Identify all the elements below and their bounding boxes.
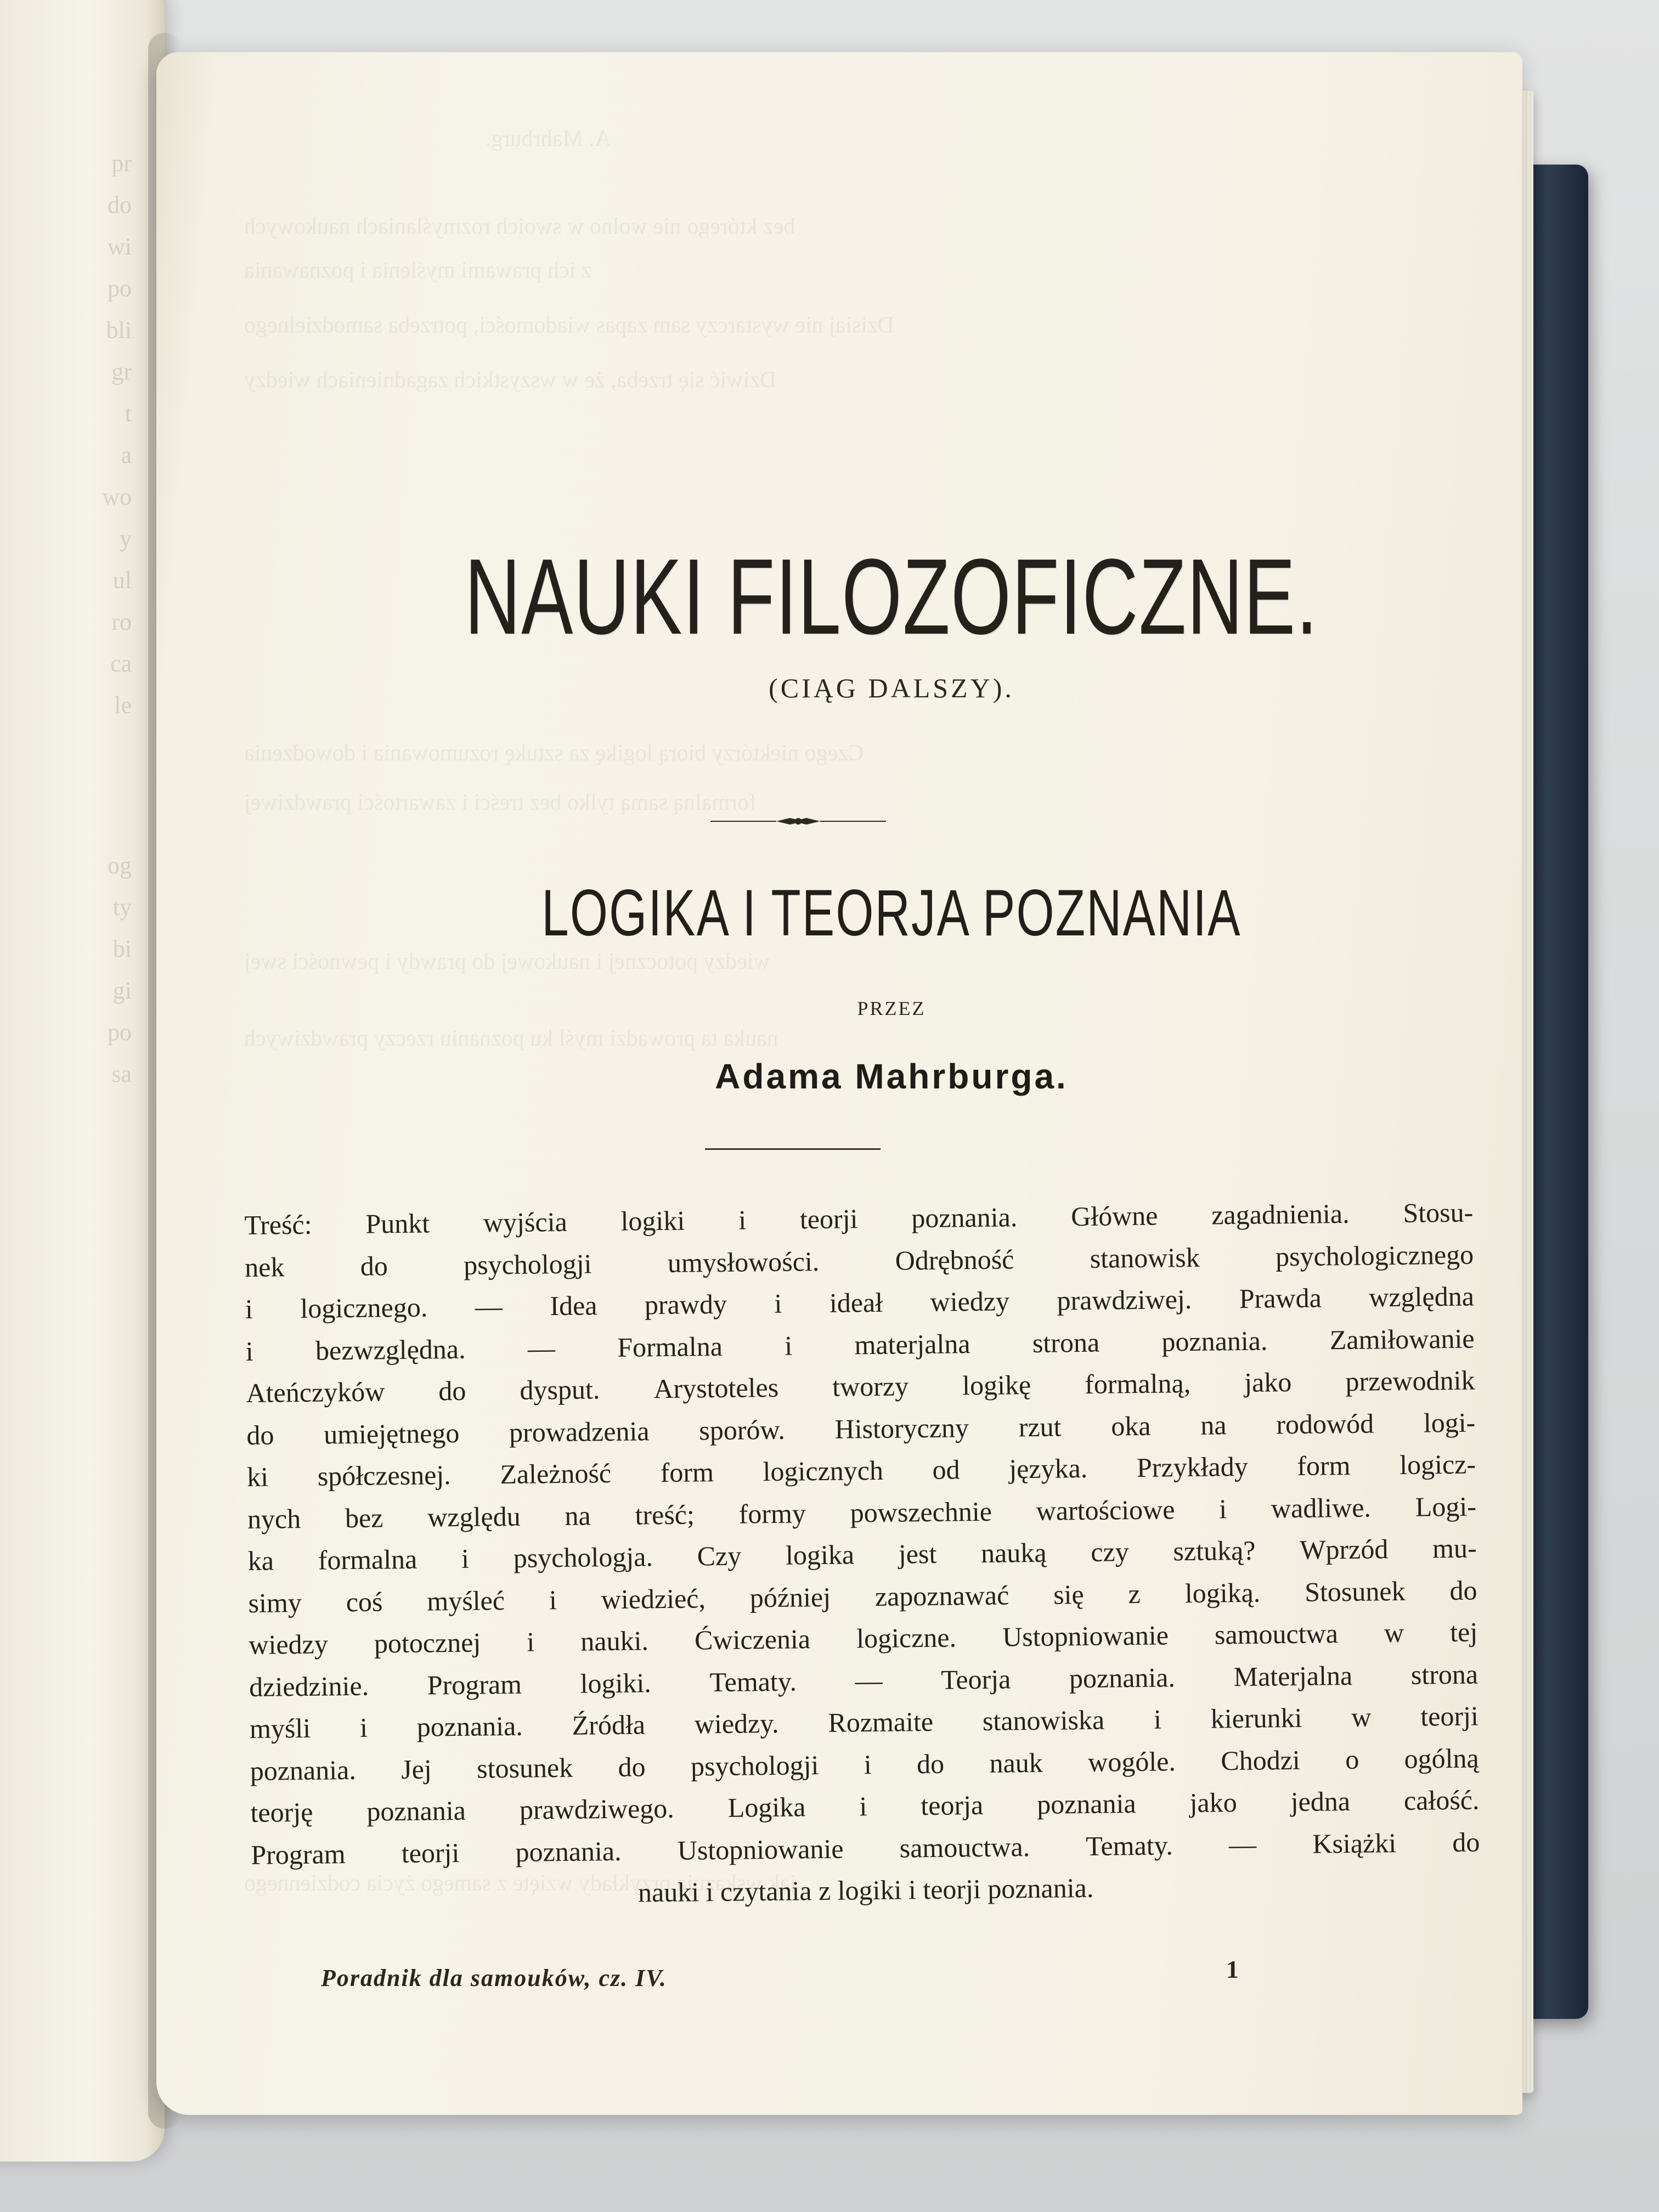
contents-word: i <box>549 1584 557 1615</box>
contents-word: strona <box>1410 1658 1479 1690</box>
contents-word: nauk <box>989 1747 1043 1779</box>
contents-word: poznania <box>366 1795 466 1827</box>
contents-word: później <box>749 1581 831 1613</box>
contents-word: Wprzód <box>1299 1533 1389 1565</box>
contents-word: zagadnienia. <box>1211 1198 1350 1231</box>
contents-word: — <box>475 1291 503 1322</box>
contents-word: i <box>1218 1493 1227 1524</box>
contents-word: psychologji <box>690 1749 819 1782</box>
contents-word: do <box>618 1751 646 1782</box>
contents-word: jedna <box>1290 1785 1351 1818</box>
contents-word: dziedzinie. <box>249 1670 369 1702</box>
contents-word: Ćwiczenia <box>694 1623 811 1656</box>
contents-word: Materjalna <box>1233 1660 1353 1692</box>
page-content <box>156 52 1522 2115</box>
contents-word: się <box>1053 1578 1084 1610</box>
contents-word: jako <box>1189 1787 1237 1819</box>
contents-word: oka <box>1110 1410 1151 1441</box>
contents-word: nek <box>244 1251 285 1283</box>
contents-word: i <box>784 1330 793 1361</box>
contents-word: Stosu- <box>1403 1197 1474 1228</box>
contents-word: Jej <box>400 1753 432 1785</box>
show-through-text: z ich prawami myślenia i poznawania <box>244 258 592 283</box>
contents-word: Przykłady <box>1136 1451 1248 1483</box>
contents-word: materjalna <box>854 1328 970 1360</box>
contents-word: wogóle. <box>1087 1745 1176 1778</box>
contents-word: ki <box>246 1461 269 1492</box>
show-through-text: jak wskazują przykłady wzięte z samego życia codziennego <box>244 1871 797 1896</box>
contents-word: i <box>738 1204 747 1235</box>
contents-word: prawdziwej. <box>1057 1283 1192 1316</box>
contents-word: wiedzieć, <box>601 1582 706 1615</box>
contents-word: i <box>461 1543 470 1574</box>
contents-word: Chodzi <box>1221 1744 1301 1776</box>
contents-word: do <box>438 1375 466 1407</box>
contents-word: jako <box>1244 1367 1292 1398</box>
contents-word: Prawda <box>1239 1282 1322 1314</box>
contents-word: — <box>1228 1829 1257 1860</box>
contents-word: samouctwa <box>1214 1618 1339 1650</box>
contents-word: bezwzględna. <box>315 1333 466 1366</box>
contents-word: stosunek <box>476 1752 573 1784</box>
contents-word: logicznych <box>763 1454 884 1487</box>
contents-word: Ateńczyków <box>246 1376 385 1408</box>
contents-word: ogólną <box>1404 1742 1479 1774</box>
contents-word: z <box>1128 1578 1141 1609</box>
contents-word: nauką <box>980 1537 1047 1568</box>
contents-word: i <box>1153 1703 1162 1735</box>
contents-word: psychologji <box>463 1248 592 1280</box>
contents-word: logicznego. <box>300 1291 428 1324</box>
contents-word: logikę <box>962 1369 1031 1401</box>
contents-word: prowadzenia <box>509 1415 650 1448</box>
contents-word: logiki. <box>580 1667 652 1699</box>
show-through-text: nauka ta prowadzi myśl ku poznaniu rzeczy prawdziwych <box>244 1026 778 1051</box>
contents-word: sztuką? <box>1173 1534 1256 1567</box>
show-through-text: formalną samą tylko bez treści i zawartości prawdziwej <box>244 790 757 815</box>
contents-word: — <box>855 1664 883 1696</box>
contents-word: ideał <box>829 1286 883 1318</box>
contents-word: samouctwa. <box>899 1831 1030 1864</box>
page-footer: Poradnik dla samouków, cz. IV. <box>321 1965 667 1991</box>
contents-word: logiczne. <box>856 1622 957 1654</box>
contents-word: psychologicznego <box>1275 1239 1474 1272</box>
contents-word: i <box>859 1791 867 1822</box>
contents-word: Program <box>251 1838 346 1870</box>
contents-word: Historyczny <box>834 1412 969 1444</box>
contents-word: Stosunek <box>1304 1575 1406 1607</box>
contents-word: w <box>1384 1617 1404 1649</box>
contents-word: zapoznawać <box>874 1579 1009 1612</box>
contents-word: jest <box>898 1538 937 1570</box>
contents-word: do <box>246 1419 274 1451</box>
contents-word: i <box>245 1293 253 1324</box>
contents-word: teorji <box>1420 1700 1479 1732</box>
contents-word: mu- <box>1432 1532 1477 1564</box>
contents-word: Tematy. <box>709 1666 797 1697</box>
contents-word: Odrębność <box>895 1243 1014 1276</box>
contents-word: od <box>932 1454 960 1485</box>
contents-word: Idea <box>550 1290 597 1322</box>
contents-word: czy <box>1091 1536 1129 1567</box>
ornament-divider-icon <box>710 815 886 828</box>
contents-word: do <box>916 1748 945 1779</box>
show-through-text: bez którego nie wolno w swoich rozmyślaniach naukowych <box>244 214 795 239</box>
section-title: LOGIKA I TEORJA POZNANIA <box>541 876 1242 950</box>
contents-word: Źródła <box>572 1709 646 1741</box>
by-line: PRZEZ <box>857 997 926 1019</box>
contents-word: Arystoteles <box>653 1372 779 1404</box>
contents-word: Zamiłowanie <box>1329 1323 1475 1355</box>
contents-word: bez <box>345 1502 383 1533</box>
contents-word: poznania. <box>416 1710 523 1742</box>
contents-word: Główne <box>1070 1200 1158 1232</box>
contents-word: form <box>1297 1449 1351 1481</box>
contents-word: poznania. <box>1069 1661 1176 1694</box>
contents-word: wadliwe. <box>1271 1492 1372 1523</box>
show-through-text: Dzisiaj nie wystarczy sam zapas wiadomości, potrzeba samodzielnego <box>244 313 894 338</box>
contents-word: powszechnie <box>850 1496 992 1528</box>
contents-word: logicz- <box>1399 1448 1476 1480</box>
contents-word: do <box>360 1250 388 1282</box>
contents-word: formalną, <box>1084 1367 1191 1400</box>
contents-word: Zależność <box>500 1458 612 1490</box>
contents-word: Rozmaite <box>828 1706 934 1738</box>
contents-word: form <box>660 1457 714 1488</box>
contents-word: do <box>1449 1575 1477 1606</box>
contents-word: spółczesnej. <box>317 1459 452 1492</box>
contents-word: Logi- <box>1415 1491 1477 1522</box>
contents-word: coś <box>346 1585 383 1617</box>
contents-word: logiki <box>620 1205 685 1237</box>
contents-word: rodowód <box>1276 1407 1374 1440</box>
show-through-text: A. Mahrburg. <box>486 126 612 151</box>
contents-word: formalna <box>318 1543 417 1576</box>
contents-word: Ustopniowanie <box>677 1833 844 1866</box>
contents-word: i <box>527 1626 535 1657</box>
contents-word: simy <box>248 1587 302 1618</box>
contents-word: potocznej <box>374 1627 481 1659</box>
left-page-text-fragment: pr do wi po bli gr t a wo y ul ro ca le <box>102 150 132 719</box>
contents-word: Książki <box>1312 1827 1397 1859</box>
contents-word: teorji <box>799 1203 858 1235</box>
contents-word: wiedzy <box>249 1628 329 1660</box>
contents-word: i <box>774 1288 782 1319</box>
show-through-text: Czego niektórzy biorą logikę za sztukę rozumowania i dowodzenia <box>244 741 864 766</box>
contents-word: języka. <box>1008 1452 1088 1485</box>
contents-word: nauki. <box>580 1625 649 1657</box>
contents-word: umysłowości. <box>667 1245 820 1278</box>
left-page <box>0 0 165 2162</box>
contents-word: psychologja. <box>513 1541 653 1573</box>
contents-word: formy <box>738 1497 806 1530</box>
contents-word: Formalna <box>617 1330 723 1363</box>
contents-word: treść; <box>635 1498 695 1531</box>
contents-word: i <box>245 1335 253 1367</box>
contents-word: Logika <box>727 1791 806 1823</box>
contents-word: tworzy <box>832 1370 909 1402</box>
contents-word: teorji <box>401 1837 460 1869</box>
table-of-contents <box>244 1192 1480 1918</box>
main-page <box>156 52 1522 2115</box>
contents-word: Ustopniowanie <box>1002 1620 1169 1652</box>
contents-word: ka <box>247 1545 274 1576</box>
page-number: 1 <box>1226 1955 1239 1983</box>
contents-word: całość. <box>1403 1784 1480 1816</box>
contents-word: poznania. <box>515 1835 622 1867</box>
contents-word: na <box>565 1499 591 1531</box>
contents-word: o <box>1345 1743 1359 1775</box>
contents-word: logi- <box>1423 1407 1476 1438</box>
contents-word: — <box>527 1332 556 1364</box>
contents-word: kierunki <box>1210 1702 1302 1734</box>
contents-word: poznania. <box>911 1201 1018 1234</box>
contents-word: rzut <box>1018 1410 1062 1442</box>
contents-word: Punkt <box>365 1207 430 1239</box>
contents-word: sporów. <box>699 1414 786 1446</box>
contents-word: i <box>864 1748 872 1780</box>
contents-word: tej <box>1449 1616 1478 1648</box>
contents-word: stanowisk <box>1090 1242 1200 1274</box>
contents-word: myśli <box>249 1712 311 1744</box>
contents-word: wiedzy <box>930 1285 1010 1317</box>
contents-word: Tematy. <box>1086 1829 1173 1861</box>
contents-word: i <box>359 1712 368 1743</box>
contents-word: nych <box>247 1503 301 1534</box>
contents-word: w <box>1351 1701 1372 1733</box>
contents-word: dysput. <box>520 1374 600 1406</box>
show-through-text: Dziwić się trzeba, że w wszystkich zagadnieniach wiedzy <box>244 368 777 393</box>
contents-word: umiejętnego <box>323 1417 460 1450</box>
contents-text: nauki i czytania z logiki i teorji poznania. <box>637 1872 1094 1908</box>
contents-word: myśleć <box>427 1584 505 1617</box>
contents-word: do <box>1452 1826 1480 1858</box>
contents-word: prawdy <box>644 1288 727 1321</box>
horizontal-rule <box>705 1148 881 1150</box>
contents-word: teorja <box>921 1789 984 1821</box>
contents-word: względna <box>1369 1280 1475 1313</box>
contents-word: poznania. <box>1161 1324 1268 1357</box>
show-through-text: wiedzy potocznej i naukowej do prawdy i pewności swej <box>244 949 770 974</box>
contents-word: Czy <box>697 1540 742 1572</box>
page-subtitle: (CIĄG DALSZY). <box>769 673 1014 703</box>
contents-word: stanowiska <box>982 1704 1105 1736</box>
contents-word: na <box>1200 1409 1227 1441</box>
contents-word: prawdziwego. <box>519 1792 675 1825</box>
left-page-text-fragment: og ty bi gi po sa <box>108 852 132 1087</box>
author-name: Adama Mahrburga. <box>715 1057 1068 1096</box>
contents-word: Teorja <box>941 1663 1011 1695</box>
contents-word: wyjścia <box>483 1206 568 1238</box>
contents-word: logiką. <box>1184 1577 1261 1609</box>
contents-word: logika <box>785 1539 855 1571</box>
page-title: NAUKI FILOZOFICZNE. <box>464 537 1319 657</box>
contents-word: względu <box>427 1500 521 1533</box>
contents-word: wiedzy. <box>694 1707 779 1740</box>
contents-word: poznania. <box>250 1754 357 1786</box>
contents-word: wartościowe <box>1036 1493 1175 1526</box>
contents-word: teorję <box>250 1796 313 1828</box>
contents-word: strona <box>1032 1327 1100 1358</box>
contents-word: Treść: <box>244 1209 312 1240</box>
contents-word: przewodnik <box>1345 1364 1475 1397</box>
contents-word: poznania <box>1036 1788 1136 1820</box>
contents-word: Program <box>427 1668 522 1701</box>
